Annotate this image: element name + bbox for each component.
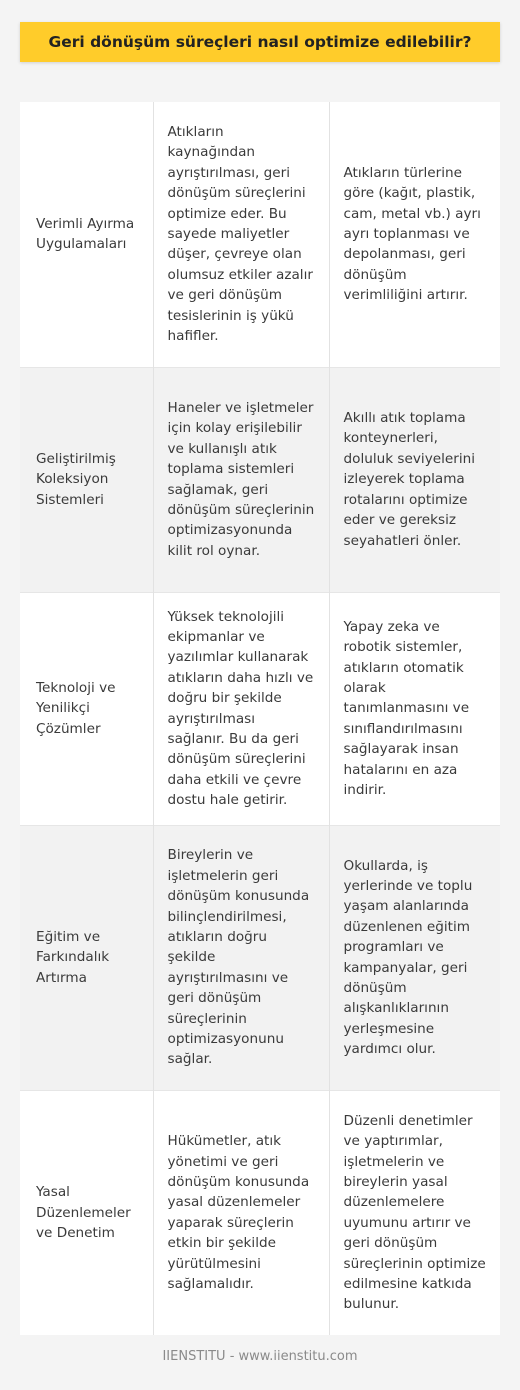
table-row	[20, 102, 500, 367]
content-table-card	[20, 102, 500, 1335]
row-description: Bireylerin ve işletmelerin geri dönüşüm konusunda bilinçlendirilmesi, atıkların doğru şekilde ayrıştırılmasını ve geri dönüşüm süreçlerinin optimizasyonunu sağlar.	[153, 825, 329, 1090]
content-table	[20, 102, 500, 1335]
row-example: Okullarda, iş yerlerinde ve toplu yaşam alanlarında düzenlenen eğitim programları ve kampanyalar, geri dönüşüm alışkanlıklarının yerleşmesine yardımcı olur.	[329, 825, 500, 1090]
row-example: Yapay zeka ve robotik sistemler, atıkların otomatik olarak tanımlanmasını ve sınıflandırılmasını sağlayarak insan hatalarını en aza indirir.	[329, 592, 500, 825]
row-topic: Geliştirilmiş Koleksiyon Sistemleri	[20, 367, 153, 592]
table-row	[20, 1090, 500, 1335]
row-example: Düzenli denetimler ve yaptırımlar, işletmelerin ve bireylerin yasal düzenlemelere uyumunu artırır ve geri dönüşüm süreçlerinin optimize edilmesine katkıda bulunur.	[329, 1090, 500, 1335]
title-banner	[20, 22, 500, 62]
table-row	[20, 825, 500, 1090]
row-topic: Teknoloji ve Yenilikçi Çözümler	[20, 592, 153, 825]
row-topic: Yasal Düzenlemeler ve Denetim	[20, 1090, 153, 1335]
footer-credit: IIENSTITU - www.iienstitu.com	[162, 1349, 358, 1364]
row-description: Atıkların kaynağından ayrıştırılması, geri dönüşüm süreçlerini optimize eder. Bu sayede maliyetler düşer, çevreye olan olumsuz etkiler azalır ve geri dönüşüm tesislerinin iş yükü hafifler.	[153, 102, 329, 367]
row-topic: Verimli Ayırma Uygulamaları	[20, 102, 153, 367]
row-example: Atıkların türlerine göre (kağıt, plastik, cam, metal vb.) ayrı ayrı toplanması ve depolanması, geri dönüşüm verimliliğini artırır.	[343, 164, 481, 304]
table-row	[20, 367, 500, 592]
row-description: Yüksek teknolojili ekipmanlar ve yazılımlar kullanarak atıkların daha hızlı ve doğru bir şekilde ayrıştırılması sağlanır. Bu da geri dönüşüm süreçlerini daha etkili ve çevre dostu hale getirir.	[153, 592, 329, 825]
table-row	[20, 592, 500, 825]
row-description: Hükümetler, atık yönetimi ve geri dönüşüm konusunda yasal düzenlemeler yaparak süreçlerin etkin bir şekilde yürütülmesini sağlamalıdır.	[153, 1090, 329, 1335]
page-title: Geri dönüşüm süreçleri nasıl optimize edilebilir?	[48, 33, 472, 51]
row-description: Haneler ve işletmeler için kolay erişilebilir ve kullanışlı atık toplama sistemleri sağlamak, geri dönüşüm süreçlerinin optimizasyonunda kilit rol oynar.	[153, 367, 329, 592]
row-example: Akıllı atık toplama konteynerleri, doluluk seviyelerini izleyerek toplama rotalarını optimize eder ve gereksiz seyahatleri önler.	[329, 367, 500, 592]
row-topic: Eğitim ve Farkındalık Artırma	[20, 825, 153, 1090]
